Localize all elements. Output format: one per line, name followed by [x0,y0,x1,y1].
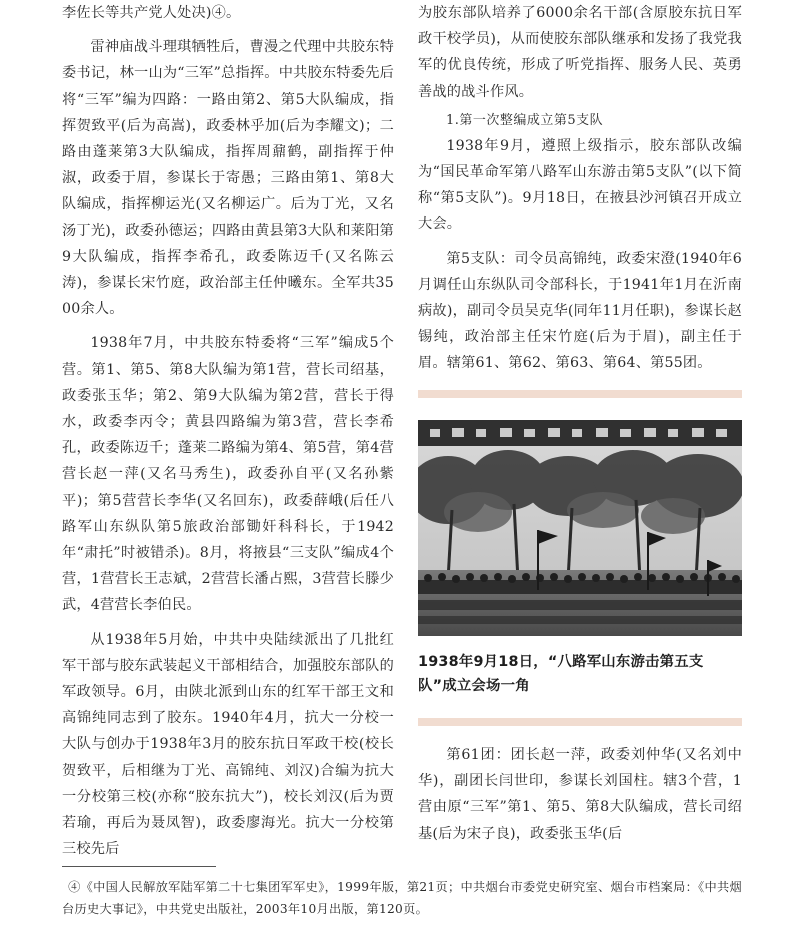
section-title: 1.第一次整编成立第5支队 [446,112,604,128]
accent-bar-bottom [418,718,742,726]
left-text-column [62,0,394,863]
footnote: ④《中国人民解放军陆军第二十七集团军军史》，1999年版，第21页；中共烟台市委党史研究室、烟台市档案局：《中共烟台历史大事记》，中共党史出版社，2003年10月出版，第120页。 [62,880,742,916]
right-text-column-top [418,0,742,377]
footnote-divider [62,866,216,867]
paragraph-1938-september: 1938年9月，遵照上级指示，胶东部队改编为“国民革命军第八路军山东游击第5支队”(以下简称“第5支队”)。9月18日，在掖县沙河镇召开成立大会。 [418,137,742,233]
paragraph-1938-july: 1938年7月，中共胶东特委将“三军”编成5个营。第1、第5、第8大队编为第1营，营长司绍基，政委张玉华；第2、第9大队编为第2营，营长于得水，政委李丙令；黄县四路编为第3营，营长李希孔，政委陈迈千；蓬莱二路编为第4、第5营，第4营营长赵一萍(又名马秀生)，政委孙自平(又名孙紫平)；第5营营长李华(又名回东)，政委薛峨(后任八路军山东纵队第5旅政治部锄奸科科长，于1942年“肃托”时被错杀)。8月，将掖县“三支队”编成4个营，1营营长王志斌，2营营长潘占熙，3营营长滕少武，4营营长李伯民。 [62,335,394,614]
photo-caption: 1938年9月18日，“八路军山东游击第五支队”成立会场一角 [418,654,704,694]
paragraph-continuation: 李佐长等共产党人处决)④。 [62,5,241,21]
accent-bar-top [418,390,742,398]
paragraph-leishenmiao-battle: 雷神庙战斗理琪牺牲后，曹漫之代理中共胶东特委书记，林一山为“三军”总指挥。中共胶东特委先后将“三军”编为四路：一路由第2、第5大队编成，指挥贺致平(后为高嵩)，政委林乎加(后为李耀文)；二路由蓬莱第3大队编成，指挥周鼐鹤，副指挥于仲淑，政委于眉，参谋长于寄愚；三路由第1、第8大队编成，指挥柳运光(又名柳运广。后为丁光，又名汤丁光)，政委孙德运；四路由黄县第3大队和莱阳第9大队编成，指挥李希孔，政委陈迈千(又名陈云涛)，参谋长宋竹庭，政治部主任仲曦东。全军共3500余人。 [62,39,394,318]
paragraph-61st-regiment: 第61团：团长赵一萍，政委刘仲华(又名刘中华)，副团长闫世印，参谋长刘国柱。辖3个营，1营由原“三军”第1、第5、第8大队编成，营长司绍基(后为宋子良)，政委张玉华(后 [418,747,742,842]
photo-image [418,420,742,636]
paragraph-1938-may: 从1938年5月始，中共中央陆续派出了几批红军干部与胶东武装起义干部相结合，加强胶东部队的军政领导。6月，由陕北派到山东的红军干部王文和高锦纯同志到了胶东。1940年4月，抗大一分校一大队与创办于1938年3月的胶东抗日军政干校(校长贺致平，后相继为丁光、高锦纯、刘汉)合编为抗大一分校第三校(亦称“胶东抗大”)，校长刘汉(后为贾若瑜，再后为聂凤智)，政委廖海光。抗大一分校第三校先后 [62,631,394,858]
paragraph-5th-detachment: 第5支队：司令员高锦纯，政委宋澄(1940年6月调任山东纵队司令部科长，于1941年1月在沂南病故)，副司令员吴克华(同年11月任职)，参谋长赵锡纯，政治部主任宋竹庭(后为于眉)，副主任于眉。辖第61、第62、第63、第64、第55团。 [418,250,742,372]
historical-photo [418,420,742,636]
right-text-column-bottom [418,742,742,847]
paragraph-continuation-right: 为胶东部队培养了6000余名干部(含原胶东抗日军政干校学员)，从而使胶东部队继承和发扬了我党我军的优良传统，形成了听党指挥、服务人民、英勇善战的战斗作风。 [418,5,742,100]
